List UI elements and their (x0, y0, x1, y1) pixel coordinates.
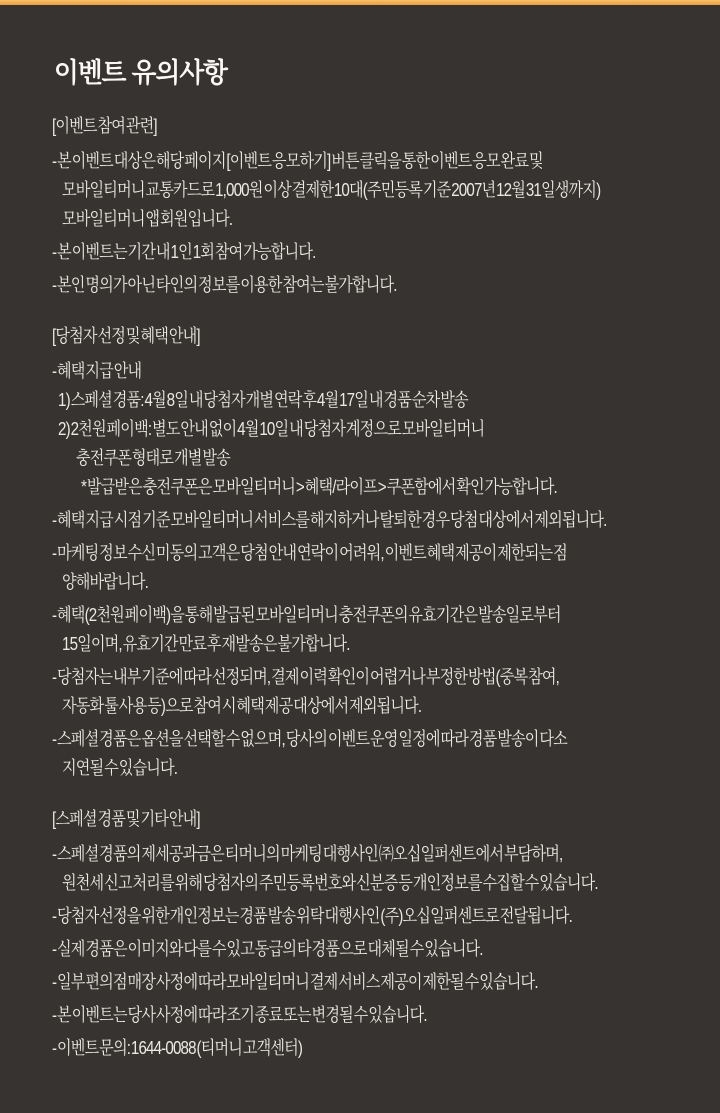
notice-item (0, 725, 720, 783)
notice-item (0, 935, 720, 964)
page-title: 이벤트 유의사항 (54, 58, 227, 88)
notice-item (0, 968, 720, 997)
notice-line: - 마케팅 정보 수신 미동의 고객은 당첨 안내 연락이 어려워, 이벤트 혜택 제공이 제한되는 점 (52, 543, 567, 563)
notice-section (0, 805, 720, 1063)
notice-line: - 일부 편의점 매장 사정에 따라 모바일티머니 결제 서비스 제공이 제한될 수 있습니다. (52, 972, 538, 992)
notice-line: - 이벤트 문의: 1644-0088 (티머니 고객센터) (52, 1038, 303, 1058)
notice-item (0, 147, 720, 234)
notice-line: - 스페셜 경품은 옵션을 선택할 수 없으며, 당사의 이벤트 운영 일정에 따라 경품 발송이 다소 (52, 729, 567, 749)
section-header: [스페셜 경품 및 기타 안내] (52, 809, 200, 829)
notice-line: - 본 이벤트는 기간 내 1인 1회 참여 가능합니다. (52, 242, 316, 262)
notice-line: - 본인 명의가 아닌 타인의 정보를 이용한 참여는 불가합니다. (52, 275, 397, 295)
notice-item (0, 506, 720, 535)
notice-line: - 당첨자 선정을 위한 개인정보는 경품 발송 위탁 대행사인 (주)오십일퍼센트로 전달됩니다. (52, 906, 572, 926)
section-header: [이벤트 참여 관련] (52, 116, 157, 136)
notice-line: 자동화 툴 사용 등)으로 참여 시 혜택 제공 대상에서 제외됩니다. (62, 696, 422, 716)
notice-line: * 발급받은 충전쿠폰은 모바일티머니 > 혜택/라이프 > 쿠폰함에서 확인 가능합니다. (81, 477, 557, 497)
notice-item (0, 663, 720, 721)
notice-line: 15일이며, 유효기간 만료 후 재발송은 불가합니다. (62, 634, 350, 654)
notice-item (0, 271, 720, 300)
notice-line: 지연될 수 있습니다. (62, 758, 178, 778)
notice-section (0, 322, 720, 783)
notice-line: 충전쿠폰 형태로 개별 발송 (76, 448, 230, 468)
notice-item (0, 1034, 720, 1063)
notice-line: 모바일티머니 앱 회원입니다. (62, 209, 233, 229)
notice-line: 양해바랍니다. (62, 572, 148, 592)
notice-line: - 당첨자는 내부 기준에 따라 선정되며, 결제 이력 확인이 어렵거나 부정한 방법(중복 참여, (52, 667, 560, 687)
notice-line: - 본 이벤트 대상은 해당 페이지 [이벤트 응모하기] 버튼 클릭을 통한 이벤트 응모 완료 및 (52, 151, 543, 171)
notice-item (0, 1001, 720, 1030)
notice-line: - 혜택 지급 안내 (52, 361, 142, 381)
notice-line: - 혜택(2천원 페이백)을 통해 발급된 모바일티머니 충전쿠폰의 유효기간은 발송일로부터 (52, 605, 561, 625)
notice-line: 모바일티머니 교통카드로 1,000원 이상 결제한 10대(주민등록 기준 2007년 12월 31일생까지) (62, 180, 601, 200)
notice-item (0, 238, 720, 267)
notice-line: 원천세 신고 처리를 위해 당첨자의 주민등록번호와 신분증 등 개인정보를 수집할 수 있습니다. (62, 873, 598, 893)
notice-line: 2) 2천원 페이백: 별도 안내 없이 4월 10일 내 당첨자 계정으로 모바일티머니 (58, 419, 485, 439)
notice-item (0, 601, 720, 659)
notice-item (0, 902, 720, 931)
notice-sections (0, 112, 720, 1063)
notice-item (0, 357, 720, 502)
notice-section (0, 112, 720, 300)
notice-item (0, 539, 720, 597)
notice-line: 1) 스페셜 경품: 4월 8일 내 당첨자 개별 연락 후 4월 17일 내 경품 순차 발송 (58, 390, 468, 410)
notice-line: - 실제 경품은 이미지와 다를 수 있고 동급의 타 경품으로 대체될 수 있습니다. (52, 939, 483, 959)
section-header: [당첨자 선정 및 혜택 안내] (52, 326, 200, 346)
notice-line: - 스페셜 경품의 제세공과금은 티머니의 마케팅 대행사인 ㈜오십일퍼센트에서 부담하며, (52, 844, 563, 864)
notice-item (0, 840, 720, 898)
notice-content (0, 5, 720, 1063)
notice-line: - 혜택 지급 시점 기준 모바일티머니 서비스를 해지하거나 탈퇴한 경우 당첨 대상에서 제외됩니다. (52, 510, 607, 530)
notice-line: - 본 이벤트는 당사 사정에 따라 조기 종료 또는 변경될 수 있습니다. (52, 1005, 427, 1025)
